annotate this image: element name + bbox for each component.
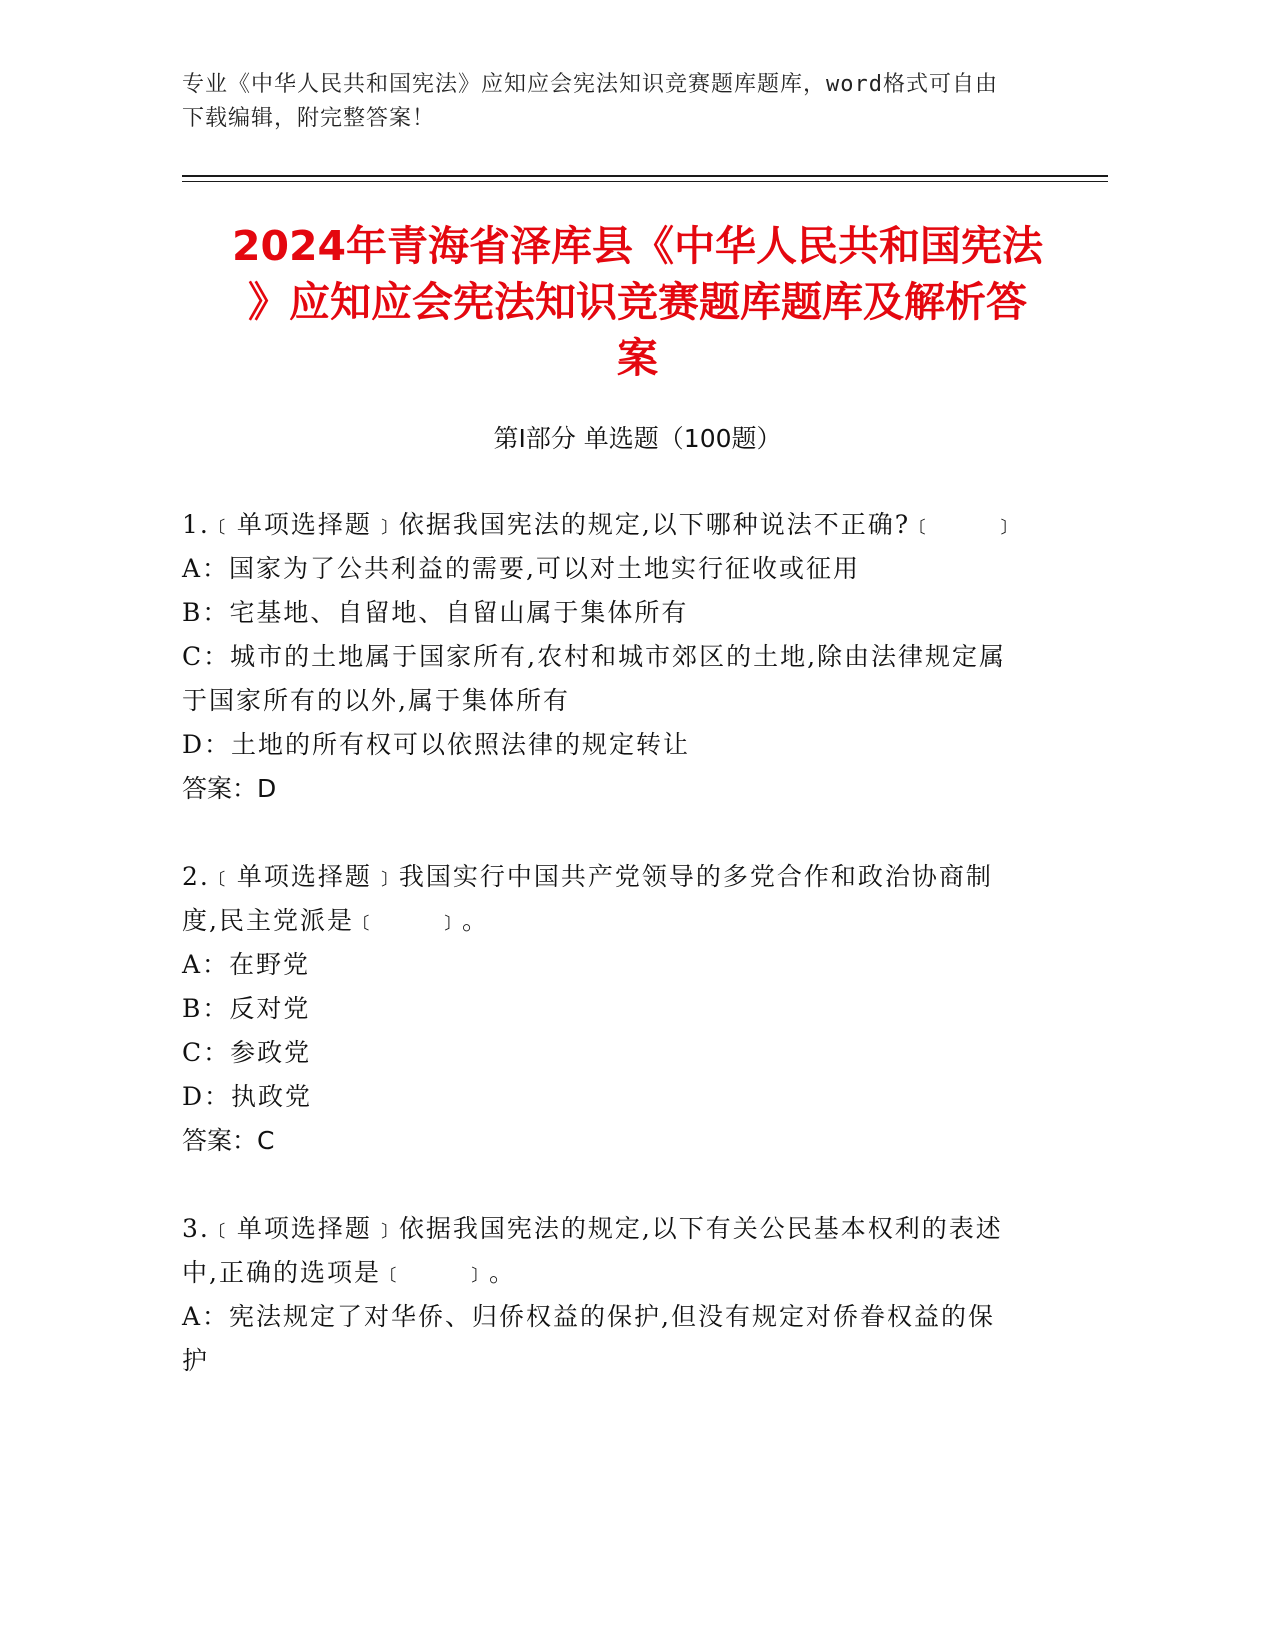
question-stem: 3.﹝单项选择题﹞依据我国宪法的规定,以下有关公民基本权利的表述: [182, 1214, 1003, 1243]
header-note-line: 专业《中华人民共和国宪法》应知应会宪法知识竞赛题库题库，word格式可自由: [182, 72, 998, 97]
option-c: C：城市的土地属于国家所有,农村和城市郊区的土地,除由法律规定属: [182, 642, 1007, 671]
question-1: [182, 503, 1042, 811]
header-rule-thin: [182, 181, 1108, 182]
document-title: [150, 218, 1125, 386]
option-b: B：宅基地、自留地、自留山属于集体所有: [182, 598, 689, 627]
question-stem-continued: 度,民主党派是﹝ ﹞。: [182, 906, 489, 935]
answer: 答案：C: [182, 1126, 275, 1155]
header-note-line: 下载编辑，附完整答案！: [182, 106, 436, 131]
option-b: B：反对党: [182, 994, 311, 1023]
question-2: [182, 855, 1042, 1163]
option-a: A：国家为了公共利益的需要,可以对土地实行征收或征用: [182, 554, 861, 583]
question-stem-continued: 中,正确的选项是﹝ ﹞。: [182, 1258, 516, 1287]
option-d: D：土地的所有权可以依照法律的规定转让: [182, 730, 691, 759]
option-a: A：在野党: [182, 950, 311, 979]
title-line: 2024年青海省泽库县《中华人民共和国宪法: [231, 222, 1044, 270]
header-note: [182, 68, 1082, 136]
title-line: 案: [617, 334, 658, 382]
header-rule-thick: [182, 175, 1108, 177]
section-title: 第Ⅰ部分 单选题（100题）: [493, 424, 782, 453]
title-line: 》应知应会宪法知识竞赛题库题库及解析答: [248, 278, 1027, 326]
question-stem: 2.﹝单项选择题﹞我国实行中国共产党领导的多党合作和政治协商制: [182, 862, 993, 891]
answer: 答案：D: [182, 774, 277, 803]
option-c: C：参政党: [182, 1038, 312, 1067]
option-a: A：宪法规定了对华侨、归侨权益的保护,但没有规定对侨眷权益的保: [182, 1302, 996, 1331]
question-list: [182, 503, 1042, 1427]
question-3: [182, 1207, 1042, 1383]
question-stem: 1.﹝单项选择题﹞依据我国宪法的规定,以下哪种说法不正确?﹝ ﹞: [182, 510, 1019, 539]
option-d: D：执政党: [182, 1082, 313, 1111]
option-a-continued: 护: [182, 1346, 210, 1375]
option-c-continued: 于国家所有的以外,属于集体所有: [182, 686, 570, 715]
